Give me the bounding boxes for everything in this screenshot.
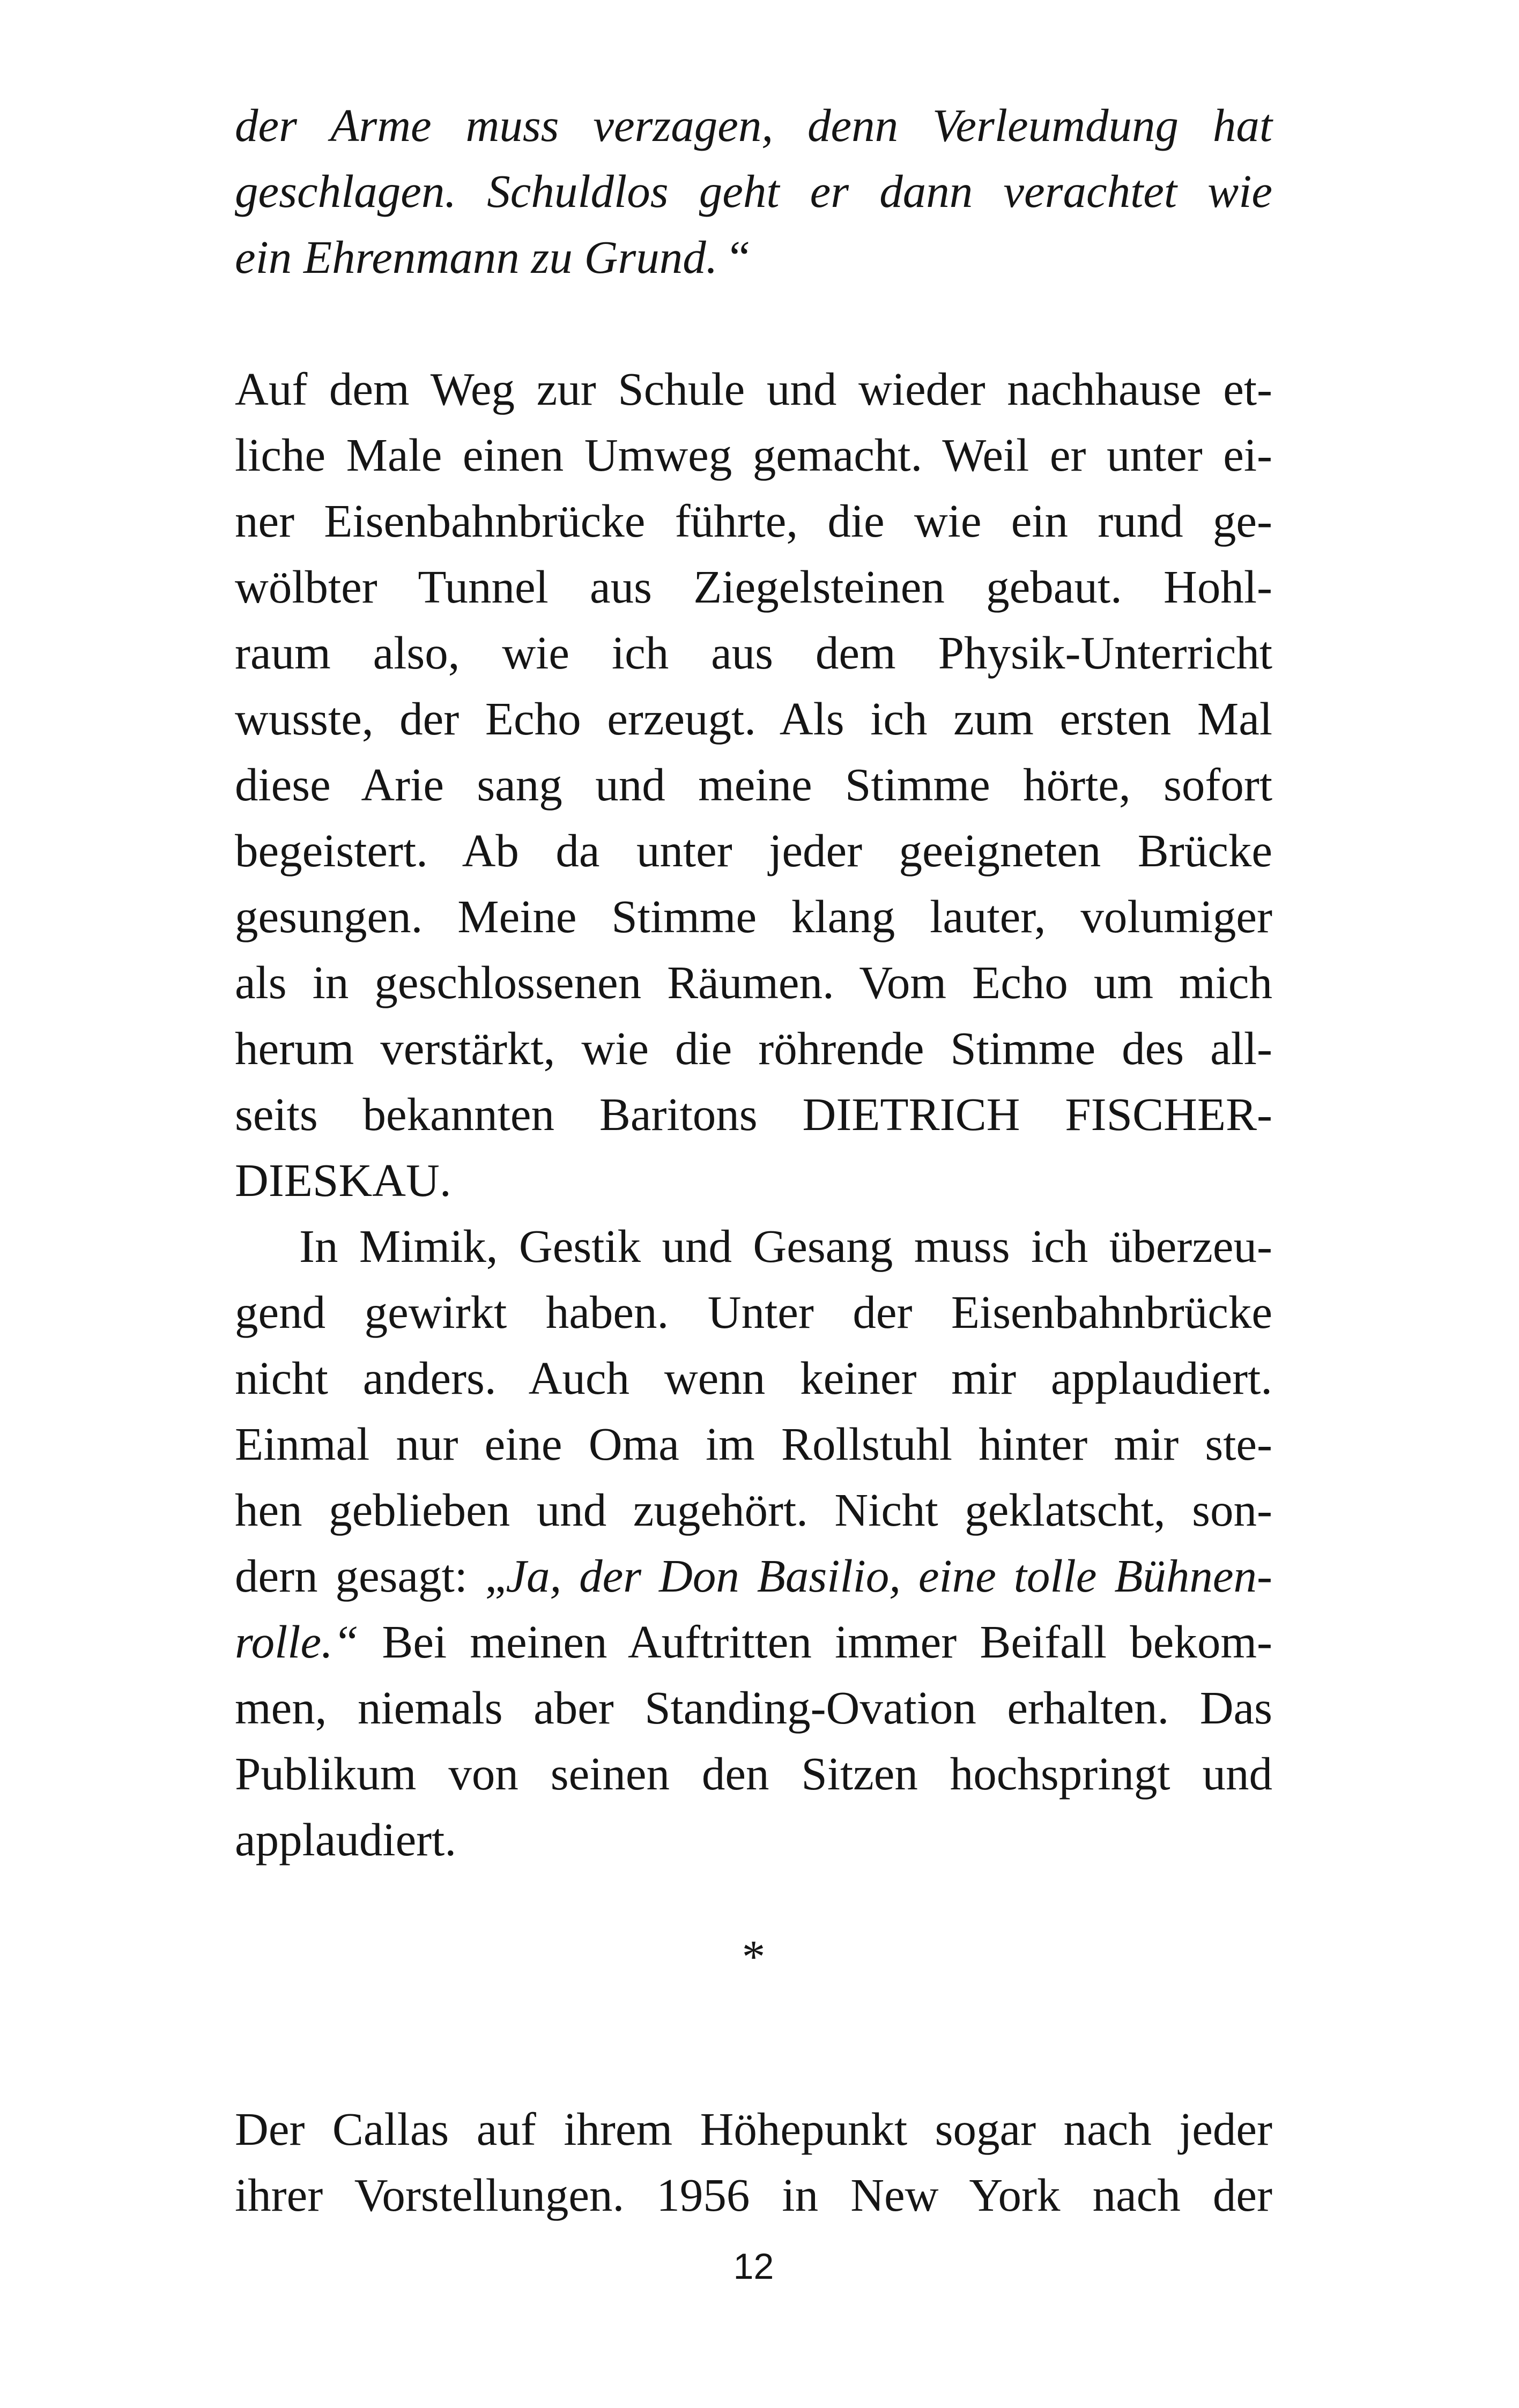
paragraph-line: nicht anders. Auch wenn keiner mir applaudiert. bbox=[235, 1352, 1272, 1404]
paragraph-line: applaudiert. bbox=[235, 1814, 457, 1866]
paragraph-line bbox=[235, 1609, 1272, 1675]
paragraph-line: In Mimik, Gestik und Gesang muss ich überzeu- bbox=[299, 1220, 1272, 1272]
paragraph-line: men, niemals aber Standing-Ovation erhalten. Das bbox=[235, 1682, 1272, 1734]
paragraph-line: liche Male einen Umweg gemacht. Weil er unter ei- bbox=[235, 429, 1272, 481]
line-text: dern gesagt: „ bbox=[235, 1550, 506, 1602]
paragraph-line: wusste, der Echo erzeugt. Als ich zum ersten Mal bbox=[235, 693, 1272, 745]
quote-text: ein Ehrenmann zu Grund. bbox=[235, 231, 718, 283]
paragraph-line: diese Arie sang und meine Stimme hörte, sofort bbox=[235, 759, 1272, 811]
paragraph-line: DIESKAU. bbox=[235, 1154, 451, 1206]
paragraph-line: herum verstärkt, wie die röhrende Stimme des all- bbox=[235, 1022, 1272, 1074]
paragraph-line: Einmal nur eine Oma im Rollstuhl hinter mir ste- bbox=[235, 1418, 1272, 1470]
paragraph-line bbox=[235, 1543, 1272, 1609]
quoted-speech: rolle.“ bbox=[235, 1616, 359, 1668]
paragraph-line: hen geblieben und zugehört. Nicht geklatscht, son- bbox=[235, 1484, 1272, 1536]
paragraph-line: Auf dem Weg zur Schule und wieder nachhause et- bbox=[235, 363, 1272, 415]
paragraph-line: seits bekannten Baritons DIETRICH FISCHER- bbox=[235, 1088, 1272, 1140]
paragraph-line: ner Eisenbahnbrücke führte, die wie ein rund ge- bbox=[235, 495, 1272, 547]
section-separator: * bbox=[742, 1930, 766, 1982]
quote-line: geschlagen. Schuldlos geht er dann verachtet wie bbox=[235, 165, 1272, 217]
page-number: 12 bbox=[733, 2246, 774, 2287]
line-text: Bei meinen Auftritten immer Beifall bekom- bbox=[359, 1616, 1272, 1668]
paragraph-line: ihrer Vorstellungen. 1956 in New York nach der bbox=[235, 2169, 1272, 2221]
quote-line: der Arme muss verzagen, denn Verleumdung hat bbox=[235, 99, 1272, 151]
paragraph-line: raum also, wie ich aus dem Physik-Unterricht bbox=[235, 627, 1272, 679]
paragraph-line: wölbter Tunnel aus Ziegelsteinen gebaut. Hohl- bbox=[235, 561, 1272, 613]
paragraph-line: begeistert. Ab da unter jeder geeigneten Brücke bbox=[235, 824, 1272, 876]
paragraph-line: als in geschlossenen Räumen. Vom Echo um mich bbox=[235, 956, 1272, 1008]
paragraph-line: gesungen. Meine Stimme klang lauter, volumiger bbox=[235, 890, 1272, 942]
paragraph-line: Publikum von seinen den Sitzen hochspringt und bbox=[235, 1748, 1272, 1800]
quoted-speech: Ja, der Don Basilio, eine tolle Bühnen- bbox=[506, 1550, 1272, 1602]
paragraph-line: Der Callas auf ihrem Höhepunkt sogar nach jeder bbox=[235, 2103, 1272, 2155]
paragraph-line: gend gewirkt haben. Unter der Eisenbahnbrücke bbox=[235, 1286, 1272, 1338]
quote-line bbox=[235, 224, 1272, 290]
closing-quote-mark: “ bbox=[717, 231, 750, 283]
